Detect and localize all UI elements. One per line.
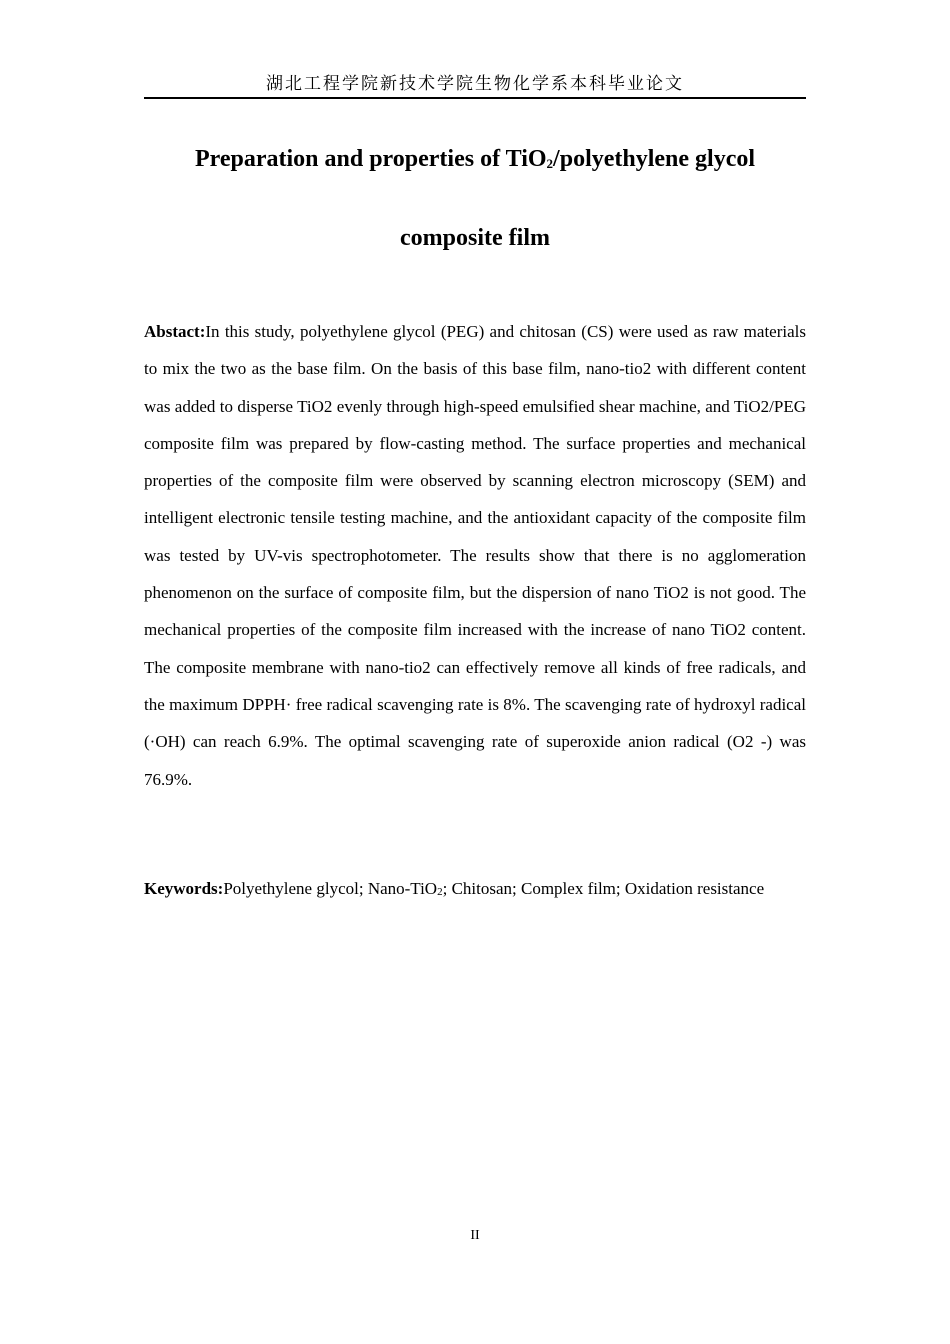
abstract-paragraph: [144, 313, 806, 798]
title-part-2: /polyethylene glycol: [553, 146, 756, 172]
running-header: 湖北工程学院新技术学院生物化学系本科毕业论文: [266, 74, 684, 94]
paper-title: [144, 122, 806, 276]
keywords-text-1: Polyethylene glycol; Nano-TiO: [223, 879, 438, 898]
keywords-paragraph: [144, 871, 806, 910]
title-subscript: 2: [546, 156, 554, 171]
abstract-label: Abstact: [144, 322, 200, 341]
header-rule: [144, 97, 806, 99]
abstract-separator: :: [199, 322, 206, 341]
title-line-2: composite film: [400, 225, 550, 251]
abstract-text: In this study, polyethylene glycol (PEG) and chitosan (CS) were used as raw materials to mix the two as the base film. On the basis of this base film, nano-tio2 with different content was added to disperse TiO2 evenly through high-speed emulsified shear machine, and TiO2/PEG composite film was prepared by flow-casting method. The surface properties and mechanical properties of the composite film were observed by scanning electron microscopy (SEM) and intelligent electronic tensile testing machine, and the antioxidant capacity of the composite film was tested by UV-vis spectrophotometer. The results show that there is no agglomeration phenomenon on the surface of composite film, but the dispersion of nano TiO2 is not good. The mechanical properties of the composite film increased with the increase of nano TiO2 content. The composite membrane with nano-tio2 can effectively remove all kinds of free radicals, and the maximum DPPH· free radical scavenging rate is 8%. The scavenging rate of hydroxyl radical (·OH) can reach 6.9%. The optimal scavenging rate of superoxide anion radical (O2 -) was 76.9%.: [144, 322, 806, 789]
keywords-separator: :: [217, 879, 224, 898]
title-part-1: Preparation and properties of TiO: [194, 146, 547, 172]
keywords-subscript: 2: [437, 886, 443, 898]
page-number: II: [470, 1228, 480, 1243]
keywords-text-2: ; Chitosan; Complex film; Oxidation resistance: [442, 879, 765, 898]
title-line-1: [144, 122, 806, 201]
keywords-label: Keywords: [144, 879, 218, 898]
